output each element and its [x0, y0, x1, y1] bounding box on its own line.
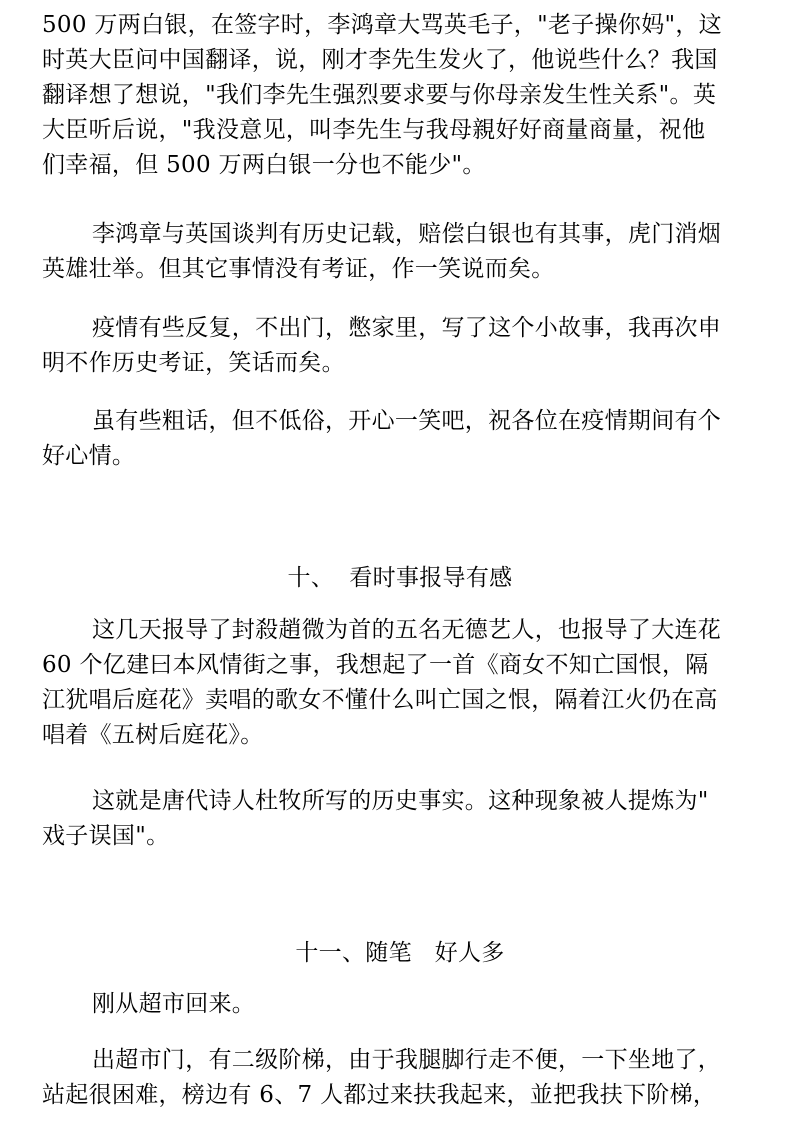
text-line: 江犹唱后庭花》卖唱的歌女不懂什么叫亡国之恨，隔着江火仍在高	[42, 687, 718, 713]
paragraph-history-note	[42, 217, 768, 287]
paragraph-wishes	[42, 404, 768, 474]
text-line: 英雄壮举。但其它事情没有考证，作一笑说而矣。	[42, 256, 555, 282]
text-line: 明不作历史考证，笑话而矣。	[42, 350, 345, 376]
text-line: 疫情有些反复，不出门，憋家里，写了这个小故事，我再次申	[92, 315, 722, 341]
paragraph-stairs	[42, 1043, 768, 1113]
text-line: 戏子误国"。	[42, 823, 170, 849]
paragraph-supermarket	[42, 987, 768, 1022]
text-line: 们幸福，但 500 万两白银一分也不能少"。	[42, 152, 486, 178]
text-line: 60 个亿建曰本风情街之事，我想起了一首《商女不知亡国恨，隔	[42, 652, 709, 678]
paragraph-news	[42, 613, 768, 753]
text-line: 500 万两白银，在签字时，李鸿章大骂英毛子，"老子操你妈"，这	[42, 12, 722, 38]
text-line: 刚从超市回来。	[92, 991, 256, 1017]
text-line: 这几天报导了封殺趙微为首的五名无德艺人，也报导了大连花	[92, 617, 722, 643]
paragraph-continuation	[42, 8, 768, 183]
text-line: 时英大臣问中国翻译，说，刚才李先生发火了，他说些什么？我国	[42, 47, 718, 73]
text-line: 好心情。	[42, 443, 136, 469]
text-line: 虽有些粗话，但不低俗，开心一笑吧，祝各位在疫情期间有个	[92, 408, 722, 434]
text-line: 这就是唐代诗人杜牧所写的历史事实。这种现象被人提炼为"	[92, 788, 709, 814]
text-line: 李鸿章与英国谈判有历史记载，赔偿白银也有其事，虎门消烟	[92, 221, 722, 247]
section-heading-10: 十、 看时事报导有感	[287, 565, 513, 591]
text-line: 出超市门，有二级阶梯，由于我腿脚行走不便，一下坐地了，	[92, 1047, 722, 1073]
paragraph-dumu	[42, 784, 768, 854]
text-line: 唱着《五树后庭花》。	[42, 722, 264, 748]
text-line: 大臣听后说，"我没意见，叫李先生与我母親好好商量商量，祝他	[42, 117, 706, 143]
text-line: 翻译想了想说，"我们李先生强烈要求要与你母亲发生性关系"。英	[42, 82, 717, 108]
text-line: 站起很困难，榜边有 6、7 人都过来扶我起来，並把我扶下阶梯，	[42, 1082, 717, 1108]
section-heading-11: 十一、随笔 好人多	[295, 940, 505, 966]
paragraph-epidemic	[42, 311, 768, 381]
